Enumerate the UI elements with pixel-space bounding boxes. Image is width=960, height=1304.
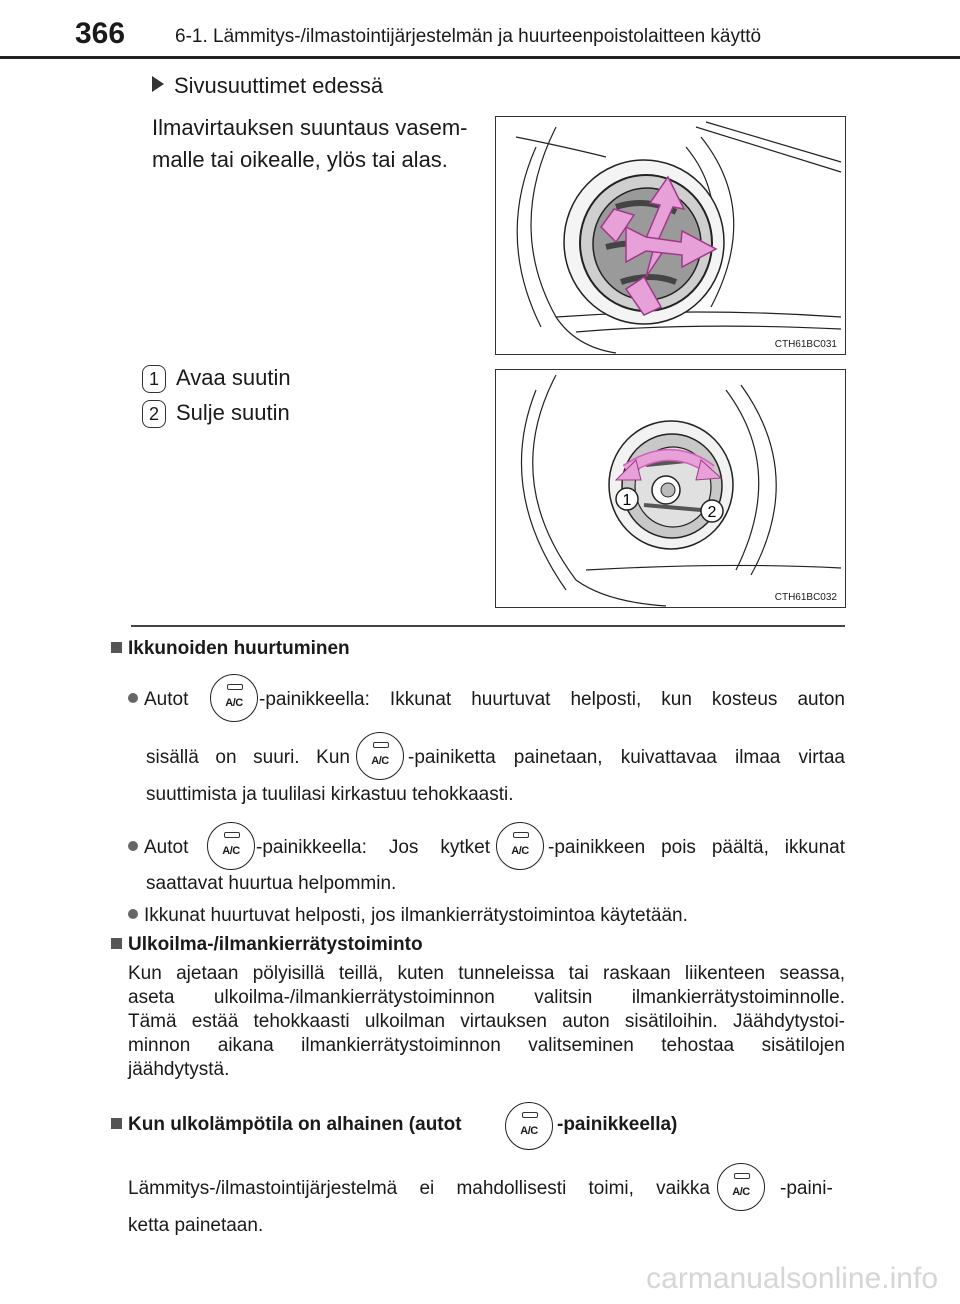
play-icon [152,76,164,92]
fogging-b2-text: -painikkeella: Jos kytket [256,837,490,858]
fogging-b1-text3: -painiketta painetaan, kuivattavaa ilmaa virtaa [408,747,845,768]
bullet-icon [128,693,138,703]
fogging-b1-text2: sisällä on suuri. Kun [146,747,350,768]
subsection-heading: Sivusuuttimet edessä [152,71,383,101]
bullet-icon [128,841,138,851]
list-item-open: 1 Avaa suutin [142,363,291,393]
figure-vent-open-close [495,369,846,608]
ac-button-icon: A/C [505,1102,553,1150]
section-heading-recirc: Ulkoilma-/ilmankierrätystoiminto [111,934,423,956]
ac-button-icon: A/C [356,732,404,780]
vent-direction-illustration [496,117,845,354]
ac-button-icon: A/C [210,674,258,722]
watermark: carmanualsonline.info [646,1262,938,1295]
lowtemp-text: Lämmitys-/ilmastointijärjestelmä ei mahdollisesti toimi, vaikka [128,1178,710,1199]
vent-dial-illustration [496,370,845,607]
page-number: 366 [75,17,126,50]
recirc-paragraph: Kun ajetaan pölyisillä teillä, kuten tunneleissa tai raskaan liikenteen seassa, aseta ulkoilma-/ilmankierrätystoiminnon valitsin ilmankierrätystoiminnolle. Tämä estää tehokkaasti ulkoilman virtauksen auton sisätiloihin. Jäähdytystoi- minnon aikana ilmankierrätystoiminnon valitseminen tehostaa sisätilojen jäähdytystä. [128,963,845,1080]
callout-2: 2 [707,504,717,521]
vent-direction-text: Ilmavirtauksen suuntaus vasem- malle tai oikealle, ylös tai alas. [152,115,468,172]
section-heading-fogging: Ikkunoiden huurtuminen [111,638,350,660]
lowtemp-heading-end: -painikkeella) [557,1114,678,1135]
fogging-bullet-1-line1: Autot [128,686,845,714]
lowtemp-text3: ketta painetaan. [128,1215,264,1236]
figure-code: CTH61BC032 [774,592,837,603]
ac-button-icon: A/C [717,1163,765,1211]
fogging-b1-text: -painikkeella: Ikkunat huurtuvat helposti, kun kosteus auton [259,689,845,710]
fogging-b2-text3: saattavat huurtua helpommin. [146,873,397,894]
fogging-bullet-3: Ikkunat huurtuvat helposti, jos ilmankierrätystoimintoa käytetään. [128,902,688,930]
callout-1: 1 [622,492,632,509]
ac-button-icon: A/C [496,822,544,870]
header-rule [0,56,960,59]
callout-number: 2 [142,400,166,428]
lowtemp-text2: -paini- [780,1178,833,1199]
square-bullet-icon [111,938,122,949]
fogging-b1-text4: suuttimista ja tuulilasi kirkastuu tehokkaasti. [146,784,514,805]
square-bullet-icon [111,642,122,653]
bullet-icon [128,909,138,919]
callout-number: 1 [142,365,166,393]
square-bullet-icon [111,1118,122,1129]
chapter-title: 6-1. Lämmitys-/ilmastointijärjestelmän ja huurteenpoistolaitteen käyttö [175,26,762,47]
figure-vent-direction [495,116,846,355]
section-divider [131,625,845,627]
ac-button-icon: A/C [207,822,255,870]
section-heading-lowtemp: Kun ulkolämpötila on alhainen (autot [111,1114,462,1136]
list-item-close: 2 Sulje suutin [142,398,290,428]
figure-code: CTH61BC031 [774,339,837,350]
fogging-bullet-2: Autot [128,834,188,862]
fogging-b2-text2: -painikkeen pois päältä, ikkunat [548,837,845,858]
